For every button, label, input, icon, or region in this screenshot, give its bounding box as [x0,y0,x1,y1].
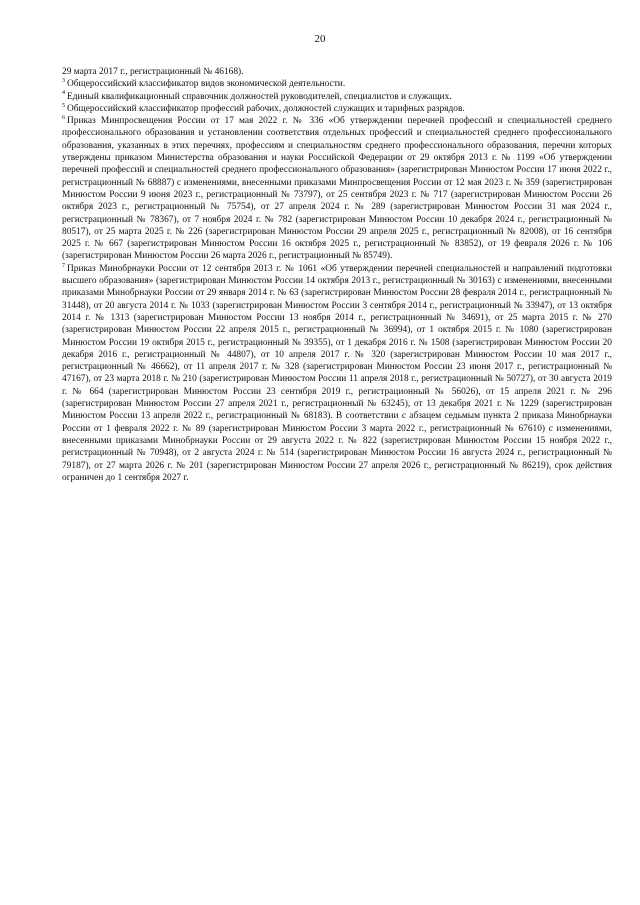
footnote-text: Общероссийский классификатор видов экономической деятельности. [67,79,346,90]
footnote-4 [62,91,612,103]
footnote-mark: 6 [62,115,65,122]
footnote-mark: 7 [62,262,65,269]
footnote-6 [62,115,612,263]
footnote-mark: 5 [62,102,65,109]
footnote-text: Единый квалификационный справочник должностей руководителей, специалистов и служащих. [67,91,452,102]
footnote-mark: 4 [62,90,65,97]
footnote-text: Приказ Минобрнауки России от 12 сентября 2013 г. № 1061 «Об утверждении перечней специальностей и направлений подготовки высшего образования» (зарегистрирован Минюстом России 14 октября 2013 г., регистрационный № 30163) с изменениями, внесенными приказами Минобрнауки России от 29 января 2014 г. № 63 (зарегистрирован Минюстом России 28 февраля 2014 г., регистрационный № 31448), от 20 августа 2014 г. № 1033 (зарегистрирован Минюстом России 3 сентября 2014 г., регистрационный № 33947), от 13 октября 2014 г. № 1313 (зарегистрирован Минюстом России 13 ноября 2014 г., регистрационный № 34691), от 25 марта 2015 г. № 270 (зарегистрирован Минюстом России 22 апреля 2015 г., регистрационный № 36994), от 1 октября 2015 г. № 1080 (зарегистрирован Минюстом России 19 октября 2015 г., регистрационный № 39355), от 1 декабря 2016 г. № 1508 (зарегистрирован Минюстом России 20 декабря 2016 г., регистрационный № 44807), от 10 апреля 2017 г. № 320 (зарегистрирован Минюстом России 10 мая 2017 г., регистрационный № 46662), от 11 апреля 2017 г. № 328 (зарегистрирован Минюстом России 23 июня 2017 г., регистрационный № 47167), от 23 марта 2018 г. № 210 (зарегистрирован Минюстом России 11 апреля 2018 г., регистрационный № 50727), от 30 августа 2019 г. № 664 (зарегистрирован Минюстом России 23 сентября 2019 г., регистрационный № 56026), от 15 апреля 2021 г. № 296 (зарегистрирован Минюстом России 27 апреля 2021 г., регистрационный № 63245), от 13 декабря 2021 г. № 1229 (зарегистрирован Минюстом России 13 апреля 2022 г., регистрационный № 68183). В соответствии с абзацем седьмым пункта 2 приказа Минобрнауки России от 1 февраля 2022 г. № 89 (зарегистрирован Минюстом России 3 марта 2022 г., регистрационный № 67610) с изменениями, внесенными приказами Минобрнауки России от 29 августа 2022 г. № 822 (зарегистрирован Минюстом России 15 ноября 2022 г., регистрационный № 70948), от 2 августа 2024 г. № 514 (зарегистрирован Минюстом России 16 августа 2024 г., регистрационный № 79187), от 27 марта 2026 г. № 201 (зарегистрирован Минюстом России 27 апреля 2026 г., регистрационный № 86219), срок действия ограничен до 1 сентября 2027 г. [62,263,612,483]
footnote-7 [62,263,612,484]
footnotes-section [62,66,612,484]
footnote-text: Приказ Минпросвещения России от 17 мая 2022 г. № 336 «Об утверждении перечней профессий и специальностей среднего профессионального образования и установлении соответствия отдельных профессий и специальностей среднего профессионального образования, указанных в этих перечнях, профессиям и специальностям среднего профессионального образования, перечни которых утверждены приказом Министерства образования и науки Российской Федерации от 29 октября 2013 г. № 1199 «Об утверждении перечней профессий и специальностей среднего профессионального образования» (зарегистрирован Минюстом России 17 июня 2022 г., регистрационный № 68887) с изменениями, внесенными приказами Минпросвещения России от 12 мая 2023 г. № 359 (зарегистрирован Минюстом России 9 июня 2023 г., регистрационный № 73797), от 25 сентября 2023 г. № 717 (зарегистрирован Минюстом России 26 октября 2023 г., регистрационный № 75754), от 27 апреля 2024 г. № 289 (зарегистрирован Минюстом России 31 мая 2024 г., регистрационный № 78367), от 7 ноября 2024 г. № 782 (зарегистрирован Минюстом России 10 декабря 2024 г., регистрационный № 80517), от 25 марта 2025 г. № 226 (зарегистрирован Минюстом России 29 апреля 2025 г., регистрационный № 82008), от 16 сентября 2025 г. № 667 (зарегистрирован Минюстом России 16 октября 2025 г., регистрационный № 83852), от 19 февраля 2026 г. № 106 (зарегистрирован Минюстом России 26 марта 2026 г., регистрационный № 85749). [62,116,612,262]
footnote-continuation: 29 марта 2017 г., регистрационный № 46168). [62,67,244,77]
footnote-mark: 3 [62,78,65,85]
page-number: 20 [314,33,326,45]
footnote-5 [62,103,612,115]
footnote-3 [62,78,612,90]
footnote-text: Общероссийский классификатор профессий рабочих, должностей служащих и тарифных разрядов. [67,103,465,114]
